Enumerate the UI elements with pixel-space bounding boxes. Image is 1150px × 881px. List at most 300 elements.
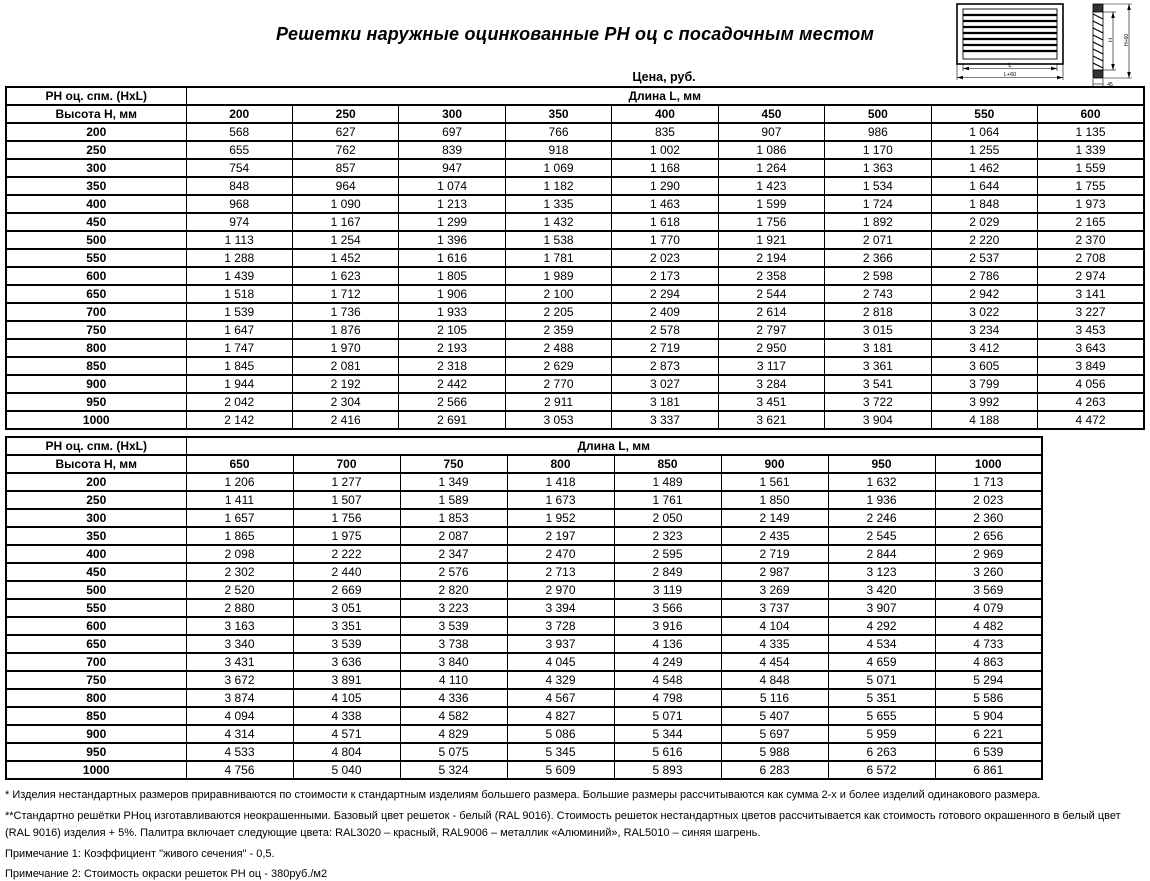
price-cell: 2 786 <box>931 267 1037 285</box>
price-cell: 3 937 <box>507 635 614 653</box>
length-column-header: 900 <box>721 455 828 473</box>
price-cell: 4 105 <box>293 689 400 707</box>
price-cell: 4 292 <box>828 617 935 635</box>
height-value: 400 <box>6 195 186 213</box>
price-cell: 2 873 <box>612 357 718 375</box>
price-cell: 4 571 <box>293 725 400 743</box>
price-cell: 2 987 <box>721 563 828 581</box>
price-cell: 4 079 <box>935 599 1042 617</box>
price-cell: 1 452 <box>292 249 398 267</box>
price-cell: 4 336 <box>400 689 507 707</box>
price-cell: 4 829 <box>400 725 507 743</box>
price-cell: 3 141 <box>1038 285 1145 303</box>
price-cell: 2 246 <box>828 509 935 527</box>
price-cell: 2 087 <box>400 527 507 545</box>
price-cell: 4 804 <box>293 743 400 761</box>
price-cell: 5 294 <box>935 671 1042 689</box>
price-cell: 2 950 <box>718 339 824 357</box>
price-cell: 4 188 <box>931 411 1037 429</box>
price-cell: 3 451 <box>718 393 824 411</box>
height-value: 950 <box>6 393 186 411</box>
price-cell: 1 933 <box>399 303 505 321</box>
price-cell: 4 056 <box>1038 375 1145 393</box>
price-cell: 3 541 <box>825 375 931 393</box>
price-row <box>6 707 1042 725</box>
price-row <box>6 671 1042 689</box>
length-column-header: 350 <box>505 105 611 123</box>
price-cell: 1 349 <box>400 473 507 491</box>
price-row <box>6 177 1144 195</box>
price-cell: 3 260 <box>935 563 1042 581</box>
price-row <box>6 473 1042 491</box>
price-cell: 766 <box>505 123 611 141</box>
price-cell: 4 104 <box>721 617 828 635</box>
footnote-paint-line2: (RAL 9016) изделия + 5%. Палитра включает следующие цвета: RAL3020 – красный, RAL9006 – металлик «Алюминий», RAL5010 – синяя шагрень. <box>5 827 761 840</box>
price-cell: 1 736 <box>292 303 398 321</box>
price-row <box>6 581 1042 599</box>
price-cell: 3 722 <box>825 393 931 411</box>
price-row <box>6 725 1042 743</box>
height-value: 250 <box>6 491 186 509</box>
column-headers-row <box>6 105 1144 123</box>
price-cell: 1 975 <box>293 527 400 545</box>
price-table-lengths-200-600 <box>5 86 1145 430</box>
price-cell: 1 339 <box>1038 141 1145 159</box>
price-cell: 2 105 <box>399 321 505 339</box>
price-cell: 2 023 <box>935 491 1042 509</box>
price-cell: 6 861 <box>935 761 1042 779</box>
height-value: 750 <box>6 321 186 339</box>
price-cell: 2 294 <box>612 285 718 303</box>
price-cell: 835 <box>612 123 718 141</box>
price-cell: 2 743 <box>825 285 931 303</box>
price-cell: 1 255 <box>931 141 1037 159</box>
price-cell: 2 409 <box>612 303 718 321</box>
grille-front-view-drawing <box>954 2 1072 86</box>
price-row <box>6 761 1042 779</box>
price-row <box>6 375 1144 393</box>
price-cell: 1 135 <box>1038 123 1145 141</box>
length-column-header: 250 <box>292 105 398 123</box>
price-cell: 2 595 <box>614 545 721 563</box>
price-cell: 1 712 <box>292 285 398 303</box>
price-cell: 4 659 <box>828 653 935 671</box>
price-row <box>6 159 1144 177</box>
footnotes <box>5 789 1145 881</box>
price-cell: 4 454 <box>721 653 828 671</box>
price-table-lengths-650-1000 <box>5 436 1043 780</box>
price-cell: 3 643 <box>1038 339 1145 357</box>
price-cell: 2 435 <box>721 527 828 545</box>
price-cell: 1 892 <box>825 213 931 231</box>
price-cell: 5 351 <box>828 689 935 707</box>
price-cell: 762 <box>292 141 398 159</box>
height-value: 850 <box>6 357 186 375</box>
height-value: 400 <box>6 545 186 563</box>
height-value: 500 <box>6 231 186 249</box>
price-cell: 3 849 <box>1038 357 1145 375</box>
price-cell: 2 442 <box>399 375 505 393</box>
price-cell: 1 418 <box>507 473 614 491</box>
price-cell: 2 165 <box>1038 213 1145 231</box>
height-axis-header: Высота H, мм <box>6 455 186 473</box>
table-header-row <box>6 87 1144 105</box>
length-column-header: 800 <box>507 455 614 473</box>
price-cell: 2 488 <box>505 339 611 357</box>
price-units-label: Цена, руб. <box>632 70 696 84</box>
price-cell: 857 <box>292 159 398 177</box>
price-cell: 1 518 <box>186 285 292 303</box>
price-cell: 4 533 <box>186 743 293 761</box>
price-cell: 3 181 <box>612 393 718 411</box>
price-row <box>6 195 1144 213</box>
price-cell: 1 432 <box>505 213 611 231</box>
price-cell: 1 559 <box>1038 159 1145 177</box>
price-cell: 1 589 <box>400 491 507 509</box>
price-cell: 3 181 <box>825 339 931 357</box>
height-value: 450 <box>6 563 186 581</box>
note-1: Примечание 1: Коэффициент "живого сечения" - 0,5. <box>5 847 275 860</box>
price-cell: 3 234 <box>931 321 1037 339</box>
price-cell: 2 205 <box>505 303 611 321</box>
price-cell: 3 728 <box>507 617 614 635</box>
price-cell: 2 576 <box>400 563 507 581</box>
price-cell: 4 848 <box>721 671 828 689</box>
price-cell: 2 545 <box>828 527 935 545</box>
height-value: 850 <box>6 707 186 725</box>
price-cell: 1 647 <box>186 321 292 339</box>
price-cell: 1 599 <box>718 195 824 213</box>
price-cell: 1 167 <box>292 213 398 231</box>
price-cell: 4 314 <box>186 725 293 743</box>
price-row <box>6 617 1042 635</box>
price-cell: 1 632 <box>828 473 935 491</box>
price-cell: 2 470 <box>507 545 614 563</box>
price-cell: 5 071 <box>614 707 721 725</box>
price-cell: 1 277 <box>293 473 400 491</box>
price-cell: 6 221 <box>935 725 1042 743</box>
price-cell: 6 283 <box>721 761 828 779</box>
price-cell: 1 507 <box>293 491 400 509</box>
price-cell: 3 569 <box>935 581 1042 599</box>
height-value: 900 <box>6 375 186 393</box>
price-row <box>6 285 1144 303</box>
price-row <box>6 545 1042 563</box>
price-cell: 3 227 <box>1038 303 1145 321</box>
price-cell: 2 029 <box>931 213 1037 231</box>
price-cell: 5 609 <box>507 761 614 779</box>
dim-label-l: L <box>1008 63 1012 69</box>
price-cell: 2 302 <box>186 563 293 581</box>
price-cell: 1 616 <box>399 249 505 267</box>
price-cell: 4 249 <box>614 653 721 671</box>
price-cell: 2 222 <box>293 545 400 563</box>
price-cell: 2 323 <box>614 527 721 545</box>
price-cell: 986 <box>825 123 931 141</box>
price-cell: 5 324 <box>400 761 507 779</box>
price-cell: 3 431 <box>186 653 293 671</box>
height-value: 200 <box>6 123 186 141</box>
price-cell: 968 <box>186 195 292 213</box>
price-cell: 1 363 <box>825 159 931 177</box>
price-cell: 1 805 <box>399 267 505 285</box>
price-cell: 4 329 <box>507 671 614 689</box>
price-cell: 3 123 <box>828 563 935 581</box>
footnote-nonstandard-sizes: * Изделия нестандартных размеров приравниваются по стоимости к стандартным изделиям большего размера. Большие размеры рассчитываются как сумма 2-х и более изделий одинакового размера. <box>5 789 1041 801</box>
price-cell: 1 290 <box>612 177 718 195</box>
price-cell: 4 045 <box>507 653 614 671</box>
price-cell: 4 733 <box>935 635 1042 653</box>
length-column-header: 200 <box>186 105 292 123</box>
price-cell: 2 304 <box>292 393 398 411</box>
price-cell: 2 081 <box>292 357 398 375</box>
price-cell: 3 672 <box>186 671 293 689</box>
price-cell: 1 756 <box>293 509 400 527</box>
price-cell: 1 002 <box>612 141 718 159</box>
price-cell: 1 074 <box>399 177 505 195</box>
price-cell: 3 799 <box>931 375 1037 393</box>
height-value: 600 <box>6 267 186 285</box>
grille-side-view-drawing <box>1090 2 1140 88</box>
price-cell: 839 <box>399 141 505 159</box>
price-cell: 3 340 <box>186 635 293 653</box>
price-cell: 1 489 <box>614 473 721 491</box>
price-cell: 3 284 <box>718 375 824 393</box>
price-cell: 3 119 <box>614 581 721 599</box>
length-column-header: 950 <box>828 455 935 473</box>
price-cell: 2 347 <box>400 545 507 563</box>
price-cell: 2 370 <box>1038 231 1145 249</box>
height-value: 750 <box>6 671 186 689</box>
price-cell: 4 756 <box>186 761 293 779</box>
price-cell: 5 116 <box>721 689 828 707</box>
price-cell: 3 361 <box>825 357 931 375</box>
price-cell: 568 <box>186 123 292 141</box>
price-row <box>6 743 1042 761</box>
height-value: 650 <box>6 635 186 653</box>
price-cell: 2 797 <box>718 321 824 339</box>
price-cell: 1 970 <box>292 339 398 357</box>
price-cell: 3 022 <box>931 303 1037 321</box>
price-row <box>6 123 1144 141</box>
price-cell: 2 544 <box>718 285 824 303</box>
technical-drawings <box>954 2 1140 88</box>
price-cell: 2 359 <box>505 321 611 339</box>
price-cell: 754 <box>186 159 292 177</box>
price-row <box>6 563 1042 581</box>
price-cell: 1 952 <box>507 509 614 527</box>
price-cell: 3 269 <box>721 581 828 599</box>
price-cell: 4 827 <box>507 707 614 725</box>
price-cell: 2 719 <box>721 545 828 563</box>
price-cell: 2 849 <box>614 563 721 581</box>
price-cell: 3 337 <box>612 411 718 429</box>
price-cell: 1 623 <box>292 267 398 285</box>
price-cell: 4 136 <box>614 635 721 653</box>
price-cell: 1 288 <box>186 249 292 267</box>
price-cell: 1 853 <box>400 509 507 527</box>
price-row <box>6 599 1042 617</box>
price-cell: 1 254 <box>292 231 398 249</box>
page-title: Решетки наружные оцинкованные РН оц с посадочным местом <box>275 24 875 44</box>
height-value: 500 <box>6 581 186 599</box>
price-cell: 6 539 <box>935 743 1042 761</box>
price-cell: 3 117 <box>718 357 824 375</box>
price-cell: 2 942 <box>931 285 1037 303</box>
price-cell: 1 781 <box>505 249 611 267</box>
height-value: 250 <box>6 141 186 159</box>
price-cell: 1 770 <box>612 231 718 249</box>
price-cell: 1 747 <box>186 339 292 357</box>
price-cell: 5 071 <box>828 671 935 689</box>
height-value: 1000 <box>6 761 186 779</box>
column-headers-row <box>6 455 1042 473</box>
price-row <box>6 303 1144 321</box>
price-cell: 5 904 <box>935 707 1042 725</box>
price-cell: 2 708 <box>1038 249 1145 267</box>
price-cell: 1 865 <box>186 527 293 545</box>
length-column-header: 550 <box>931 105 1037 123</box>
price-cell: 2 880 <box>186 599 293 617</box>
price-cell: 1 850 <box>721 491 828 509</box>
price-cell: 2 142 <box>186 411 292 429</box>
price-row <box>6 393 1144 411</box>
length-column-header: 750 <box>400 455 507 473</box>
price-cell: 1 989 <box>505 267 611 285</box>
price-cell: 3 412 <box>931 339 1037 357</box>
height-value: 700 <box>6 653 186 671</box>
price-cell: 2 193 <box>399 339 505 357</box>
price-row <box>6 527 1042 545</box>
price-row <box>6 141 1144 159</box>
price-cell: 1 411 <box>186 491 293 509</box>
price-cell: 1 463 <box>612 195 718 213</box>
price-cell: 2 669 <box>293 581 400 599</box>
length-column-header: 700 <box>293 455 400 473</box>
model-code-header: РН оц. спм. (HxL) <box>6 87 186 105</box>
price-cell: 2 818 <box>825 303 931 321</box>
price-row <box>6 411 1144 429</box>
height-axis-header: Высота H, мм <box>6 105 186 123</box>
length-column-header: 300 <box>399 105 505 123</box>
price-cell: 1 299 <box>399 213 505 231</box>
price-cell: 3 394 <box>507 599 614 617</box>
price-cell: 3 904 <box>825 411 931 429</box>
price-cell: 697 <box>399 123 505 141</box>
price-cell: 2 318 <box>399 357 505 375</box>
price-cell: 4 335 <box>721 635 828 653</box>
price-cell: 1 673 <box>507 491 614 509</box>
price-cell: 3 539 <box>400 617 507 635</box>
model-code-header: РН оц. спм. (HxL) <box>6 437 186 455</box>
price-cell: 1 534 <box>825 177 931 195</box>
price-cell: 4 567 <box>507 689 614 707</box>
price-cell: 2 520 <box>186 581 293 599</box>
length-column-header: 450 <box>718 105 824 123</box>
price-cell: 2 578 <box>612 321 718 339</box>
price-cell: 1 206 <box>186 473 293 491</box>
price-cell: 1 182 <box>505 177 611 195</box>
price-cell: 5 344 <box>614 725 721 743</box>
height-value: 350 <box>6 527 186 545</box>
height-value: 200 <box>6 473 186 491</box>
price-cell: 1 335 <box>505 195 611 213</box>
price-cell: 2 691 <box>399 411 505 429</box>
height-value: 800 <box>6 339 186 357</box>
height-value: 550 <box>6 249 186 267</box>
price-cell: 1 069 <box>505 159 611 177</box>
price-cell: 5 040 <box>293 761 400 779</box>
price-cell: 1 090 <box>292 195 398 213</box>
length-column-header: 650 <box>186 455 293 473</box>
price-cell: 627 <box>292 123 398 141</box>
height-value: 350 <box>6 177 186 195</box>
price-cell: 848 <box>186 177 292 195</box>
price-cell: 3 453 <box>1038 321 1145 339</box>
price-cell: 1 539 <box>186 303 292 321</box>
price-cell: 1 396 <box>399 231 505 249</box>
price-row <box>6 491 1042 509</box>
dim-label-l60: L+60 <box>1003 72 1017 78</box>
price-cell: 1 876 <box>292 321 398 339</box>
price-cell: 3 420 <box>828 581 935 599</box>
price-cell: 5 345 <box>507 743 614 761</box>
price-cell: 3 351 <box>293 617 400 635</box>
price-cell: 1 644 <box>931 177 1037 195</box>
height-value: 950 <box>6 743 186 761</box>
price-cell: 3 539 <box>293 635 400 653</box>
price-cell: 1 168 <box>612 159 718 177</box>
price-cell: 3 840 <box>400 653 507 671</box>
price-cell: 2 023 <box>612 249 718 267</box>
price-cell: 2 719 <box>612 339 718 357</box>
price-cell: 6 263 <box>828 743 935 761</box>
price-row <box>6 231 1144 249</box>
price-cell: 3 891 <box>293 671 400 689</box>
price-cell: 1 113 <box>186 231 292 249</box>
price-cell: 4 338 <box>293 707 400 725</box>
price-cell: 2 071 <box>825 231 931 249</box>
price-cell: 4 472 <box>1038 411 1145 429</box>
length-column-header: 850 <box>614 455 721 473</box>
price-cell: 5 893 <box>614 761 721 779</box>
price-cell: 1 755 <box>1038 177 1145 195</box>
price-cell: 5 086 <box>507 725 614 743</box>
price-cell: 1 921 <box>718 231 824 249</box>
length-column-header: 600 <box>1038 105 1145 123</box>
price-cell: 2 416 <box>292 411 398 429</box>
price-cell: 3 916 <box>614 617 721 635</box>
price-cell: 3 163 <box>186 617 293 635</box>
dim-label-45: 45 <box>1107 82 1113 88</box>
price-row <box>6 339 1144 357</box>
price-cell: 1 064 <box>931 123 1037 141</box>
price-cell: 907 <box>718 123 824 141</box>
height-value: 450 <box>6 213 186 231</box>
price-cell: 5 075 <box>400 743 507 761</box>
length-axis-header: Длина L, мм <box>186 87 1144 105</box>
price-cell: 3 907 <box>828 599 935 617</box>
length-axis-header: Длина L, мм <box>186 437 1042 455</box>
price-cell: 4 798 <box>614 689 721 707</box>
price-cell: 2 598 <box>825 267 931 285</box>
price-cell: 2 974 <box>1038 267 1145 285</box>
dim-label-h60: H+60 <box>1124 33 1130 47</box>
price-cell: 4 534 <box>828 635 935 653</box>
price-cell: 2 100 <box>505 285 611 303</box>
price-cell: 1 423 <box>718 177 824 195</box>
price-row <box>6 653 1042 671</box>
